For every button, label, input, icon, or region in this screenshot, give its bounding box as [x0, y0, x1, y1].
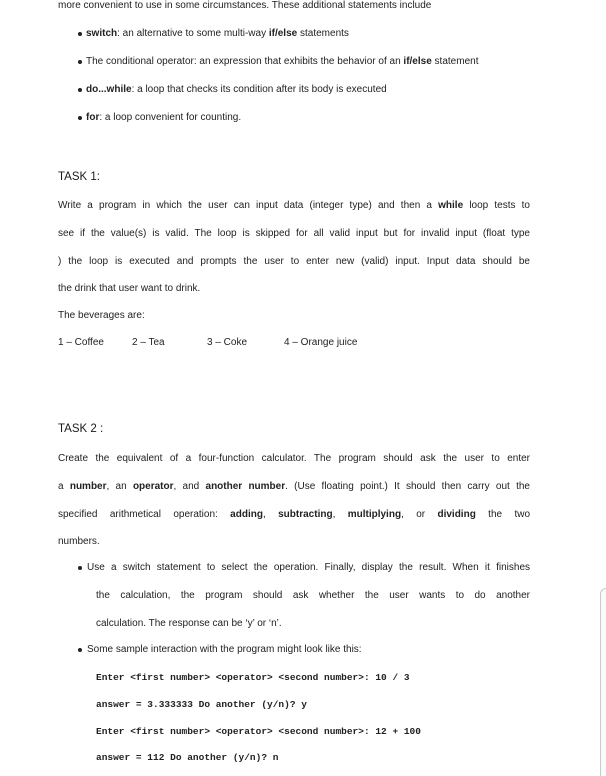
bullet-icon [78, 32, 82, 36]
text-span: . (Use floating point.) It should then carry out the [285, 481, 530, 492]
list-item [78, 28, 349, 40]
strong-text: operator [132, 481, 174, 492]
text-span: the two [475, 509, 531, 520]
item-text: : an alternative to some multi-way [117, 28, 269, 39]
code-line: answer = 3.333333 Do another (y/n)? y [96, 699, 307, 710]
list-item-continued: calculation. The response can be ‘y’ or ‘n’. [96, 618, 282, 629]
item-text: the calculation, the program should ask whether the user wants to do another [96, 590, 530, 601]
term-text: do...while [86, 84, 132, 95]
item-tail: statement [431, 56, 479, 67]
paragraph-line [58, 453, 530, 465]
scrollbar-edge[interactable] [600, 588, 606, 776]
term-text: for [86, 112, 100, 123]
bullet-icon [78, 88, 82, 92]
intro-line: more convenient to use in some circumstances. These additional statements include [58, 0, 432, 11]
text-span: loop tests to [463, 200, 530, 211]
list-item [78, 644, 362, 656]
text-span: Create the equivalent of a four-function calculator. The program should ask the user to enter [58, 453, 530, 464]
task1-heading: TASK 1: [58, 171, 100, 183]
bullet-icon [78, 116, 82, 120]
paragraph-line [58, 228, 530, 240]
strong-text: subtracting [278, 509, 333, 520]
paragraph-line [58, 200, 530, 212]
item-text: Some sample interaction with the program might look like this: [87, 644, 362, 655]
item-text: : a loop convenient for counting. [99, 112, 242, 123]
strong-text: number [69, 481, 107, 492]
text-span: , and [173, 481, 206, 492]
text-span: , or [401, 509, 438, 520]
paragraph-line [58, 509, 530, 521]
text-span: specified arithmetical operation: [58, 509, 231, 520]
paragraph-line [58, 256, 530, 268]
strong-text: adding [230, 509, 263, 520]
list-item [78, 56, 478, 68]
beverage-item: 3 – Coke [207, 337, 248, 348]
text-span: Write a program in which the user can input data (integer type) and then a [58, 200, 439, 211]
code-line: Enter <first number> <operator> <second number>: 10 / 3 [96, 672, 410, 683]
task2-heading: TASK 2 : [58, 423, 104, 435]
code-line: Enter <first number> <operator> <second number>: 12 + 100 [96, 726, 421, 737]
text-span: , an [106, 481, 133, 492]
text-span: see if the value(s) is valid. The loop is skipped for all valid input but for invalid input (float type [58, 228, 530, 239]
beverage-item: 2 – Tea [132, 337, 165, 348]
list-item-continued [96, 590, 530, 602]
item-text: : a loop that checks its condition after its body is executed [131, 84, 387, 95]
item-text: The conditional operator: an expression that exhibits the behavior of an [86, 56, 404, 67]
paragraph-line [58, 481, 530, 493]
bullet-icon [78, 648, 82, 652]
item-text: Use a switch statement to select the operation. Finally, display the result. When it finishes [87, 562, 530, 573]
text-span: , [332, 509, 348, 520]
strong-text: multiplying [347, 509, 402, 520]
text-span: a [58, 481, 70, 492]
strong-text: if/else [268, 28, 298, 39]
list-item [78, 562, 530, 574]
term-text: switch [86, 28, 118, 39]
bullet-icon [78, 566, 82, 570]
text-span: , [262, 509, 279, 520]
strong-text: dividing [437, 509, 476, 520]
bullet-icon [78, 60, 82, 64]
list-item [78, 112, 241, 124]
beverage-item: 1 – Coffee [58, 337, 104, 348]
paragraph-line: the drink that user want to drink. [58, 283, 201, 294]
code-line: answer = 112 Do another (y/n)? n [96, 752, 279, 763]
beverage-item: 4 – Orange juice [284, 337, 358, 348]
strong-text: if/else [403, 56, 432, 67]
strong-text: another number [205, 481, 286, 492]
beverages-label: The beverages are: [58, 310, 145, 321]
list-item [78, 84, 387, 96]
text-span: ) the loop is executed and prompts the user to enter new (valid) input. Input data should be [58, 256, 530, 267]
paragraph-line: numbers. [58, 536, 100, 547]
item-tail: statements [297, 28, 349, 39]
strong-text: while [438, 200, 464, 211]
